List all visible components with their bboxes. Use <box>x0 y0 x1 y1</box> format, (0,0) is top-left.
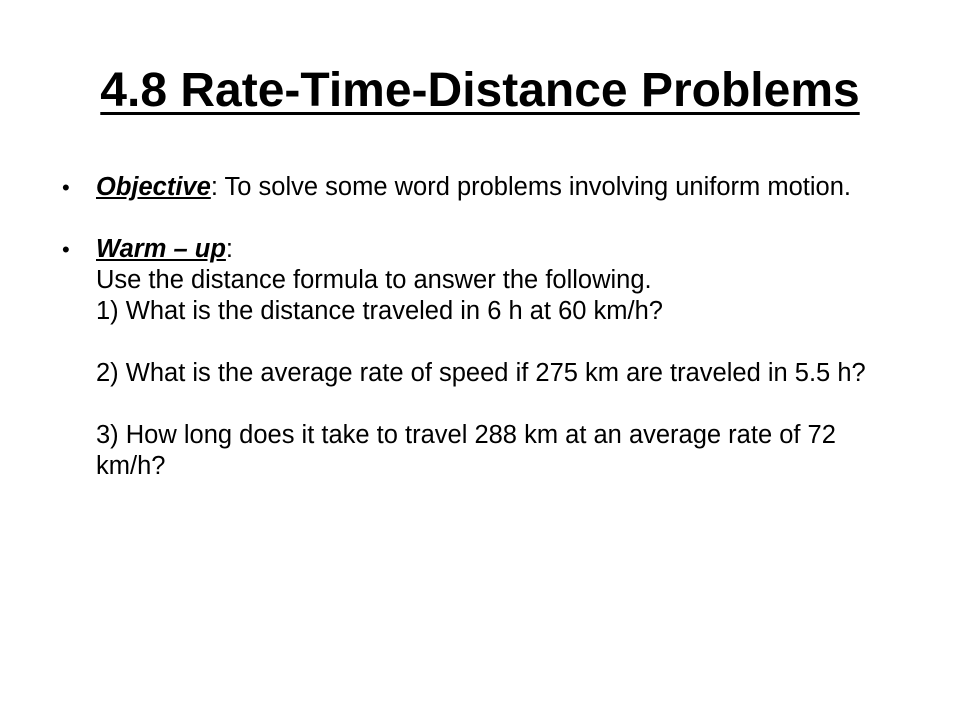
objective-line <box>96 172 912 203</box>
warmup-instruction: Use the distance formula to answer the following. <box>96 266 652 294</box>
question-1: 1) What is the distance traveled in 6 h at 60 km/h? <box>96 297 663 325</box>
objective-label: Objective <box>96 173 211 201</box>
bullet-dot-icon: • <box>62 237 70 262</box>
slide-title: 4.8 Rate-Time-Distance Problems <box>100 64 860 117</box>
warmup-heading <box>96 234 912 265</box>
question-3: 3) How long does it take to travel 288 km at an average rate of 72 km/h? <box>96 421 836 480</box>
bullet-list <box>62 172 912 482</box>
question-2: 2) What is the average rate of speed if 275 km are traveled in 5.5 h? <box>96 359 866 387</box>
spacer <box>96 389 912 420</box>
bullet-dot-icon: • <box>62 175 70 200</box>
objective-separator: : <box>210 173 218 201</box>
warmup-bullet <box>62 234 912 482</box>
spacer <box>96 327 912 358</box>
objective-bullet <box>62 172 912 203</box>
warmup-label: Warm – up <box>96 235 226 263</box>
objective-text: To solve some word problems involving uniform motion. <box>217 173 851 201</box>
warmup-separator: : <box>225 235 233 263</box>
